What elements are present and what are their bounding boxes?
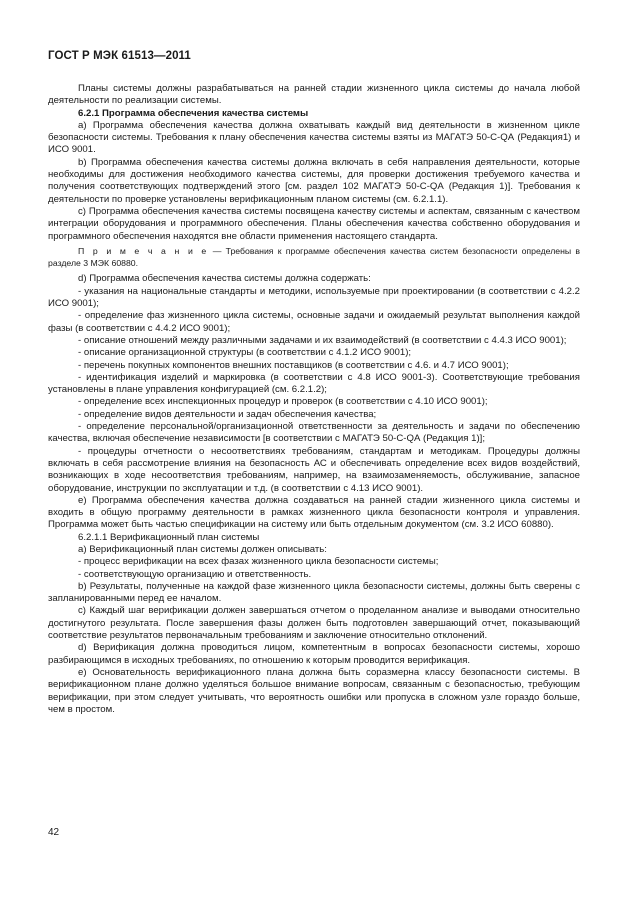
list-item-d4: - описание организационной структуры (в соответствии с 4.1.2 ИСО 9001); xyxy=(78,347,412,359)
list-item-d5: - перечень покупных компонентов внешних поставщиков (в соответствии с 4.6. и 4.7 ИСО 9001); xyxy=(78,359,509,371)
list-item-d3: - описание отношений между различными задачами и их взаимодействий (в соответствии с 4.4.3 ИСО 9001); xyxy=(78,334,567,346)
paragraph-e: е) Программа обеспечения качества должна создаваться на ранней стадии жизненного цикла системы и входить в общую программу деятельности в рамках жизненного цикла безопасности контроля и управления. Программа может быть частью спецификации на систему или быть отдельным документом (см. 3.2 ИСО 60880). xyxy=(48,494,580,531)
note xyxy=(48,246,580,270)
verification-list-item-1: - процесс верификации на всех фазах жизненного цикла безопасности системы; xyxy=(78,556,439,568)
paragraph-intro: Планы системы должны разрабатываться на ранней стадии жизненного цикла системы до начала любой деятельности по реализации системы. xyxy=(48,83,580,107)
paragraph-b: b) Программа обеспечения качества системы должна включать в себя направления деятельности, которые необходимы для достижения необходимого качества системы, для проверки достижения требуемого качества и получения соответствующих подтверждений этого [см. раздел 102 МАГАТЭ 50-С-QА (Редакция 1)]. Требования к деятельности по проверке установлены верификационным планом системы (см. 6.2.1.1). xyxy=(48,156,580,205)
paragraph-a: а) Программа обеспечения качества должна охватывать каждый вид деятельности в жизненном цикле безопасности системы. Требования к плану обеспечения качества системы взяты из МАГАТЭ 50-С-QА (Редакция1) и ИСО 9001. xyxy=(48,119,580,156)
list-item-d2: - определение фаз жизненного цикла системы, основные задачи и ожидаемый результат выполнения каждой фазы (в соответствии с 4.4.2 ИСО 9001); xyxy=(48,310,580,334)
section-heading-6-2-1: 6.2.1 Программа обеспечения качества системы xyxy=(78,107,309,119)
document-header: ГОСТ Р МЭК 61513—2011 xyxy=(48,50,191,62)
list-item-d8: - определение видов деятельности и задач обеспечения качества; xyxy=(78,408,377,420)
verification-list-item-2: - соответствующую организацию и ответственность. xyxy=(78,568,312,580)
verification-paragraph-a: а) Верификационный план системы должен описывать: xyxy=(78,543,327,555)
verification-paragraph-b: b) Результаты, полученные на каждой фазе жизненного цикла безопасности системы, должны быть сверены с запланированными перед ее началом. xyxy=(48,580,580,605)
list-item-d7: - определение всех инспекционных процедур и проверок (в соответствии с 4.10 ИСО 9001); xyxy=(78,396,488,408)
list-item-d9: - определение персональной/организационной ответственности за деятельность и задачи по обеспечению качества, включая обеспечение независимости [в соответствии с МАГАТЭ 50-С-QА (Редакция 1)]; xyxy=(48,421,580,445)
page-number: 42 xyxy=(48,827,60,838)
section-heading-6-2-1-1: 6.2.1.1 Верификационный план системы xyxy=(78,531,260,543)
list-item-d1: - указания на национальные стандарты и методики, используемые при проектировании (в соответствии с 4.2.2 ИСО 9001); xyxy=(48,285,580,310)
document-body xyxy=(48,83,580,716)
verification-paragraph-c: с) Каждый шаг верификации должен завершаться отчетом о проделанном анализе и выводами относительно достигнутого результата. После завершения фазы должен быть подготовлен завершающий отчет, показывающий соответствие результатов первоначальным требованиям и заключение относительно отклонений. xyxy=(48,605,580,642)
note-text: — Требования к программе обеспечения качества систем безопасности определены в разделе 3 МЭК 60880. xyxy=(48,245,580,268)
list-item-d10: - процедуры отчетности о несоответствиях требованиям, стандартам и методикам. Процедуры должны включать в себя рассмотрение влияния на безопасность АС и обеспечивать определение всех видов воздействий, возникающих в ходе несоответствия требованиям, например, на взаимозаменяемость, обслуживание, запасное оборудование, инструкции по эксплуатации и т.д. (в соответствии с 4.13 ИСО 9001). xyxy=(48,445,580,494)
verification-paragraph-e: е) Основательность верификационного плана должна быть соразмерна классу безопасности системы. В верификационном плане должно уделяться большое внимание вопросам, связанным с безопасностью, требующим верификации, при этом следует учитывать, что вероятность ошибки или пропуска в сложном узле гораздо больше, чем в простом. xyxy=(48,666,580,715)
paragraph-d: d) Программа обеспечения качества системы должна содержать: xyxy=(78,273,371,285)
paragraph-c: с) Программа обеспечения качества системы посвящена качеству системы и аспектам, связанным с качеством интеграции оборудования и программного обеспечения. Планы обеспечения качества собственно оборудования и программного обеспечения находятся вне области применения настоящего стандарта. xyxy=(48,205,580,242)
list-item-d6: - идентификация изделий и маркировка (в соответствии с 4.8 ИСО 9001-3). Соответствующие требования установлены в плане управления конфигурацией (см. 6.2.1.2); xyxy=(48,371,580,396)
verification-paragraph-d: d) Верификация должна проводиться лицом, компетентным в вопросах безопасности системы, хорошо разбирающимся в исходных требованиях, по отношению к которым проводится верификация. xyxy=(48,642,580,666)
note-label: П р и м е ч а н и е xyxy=(78,245,209,256)
